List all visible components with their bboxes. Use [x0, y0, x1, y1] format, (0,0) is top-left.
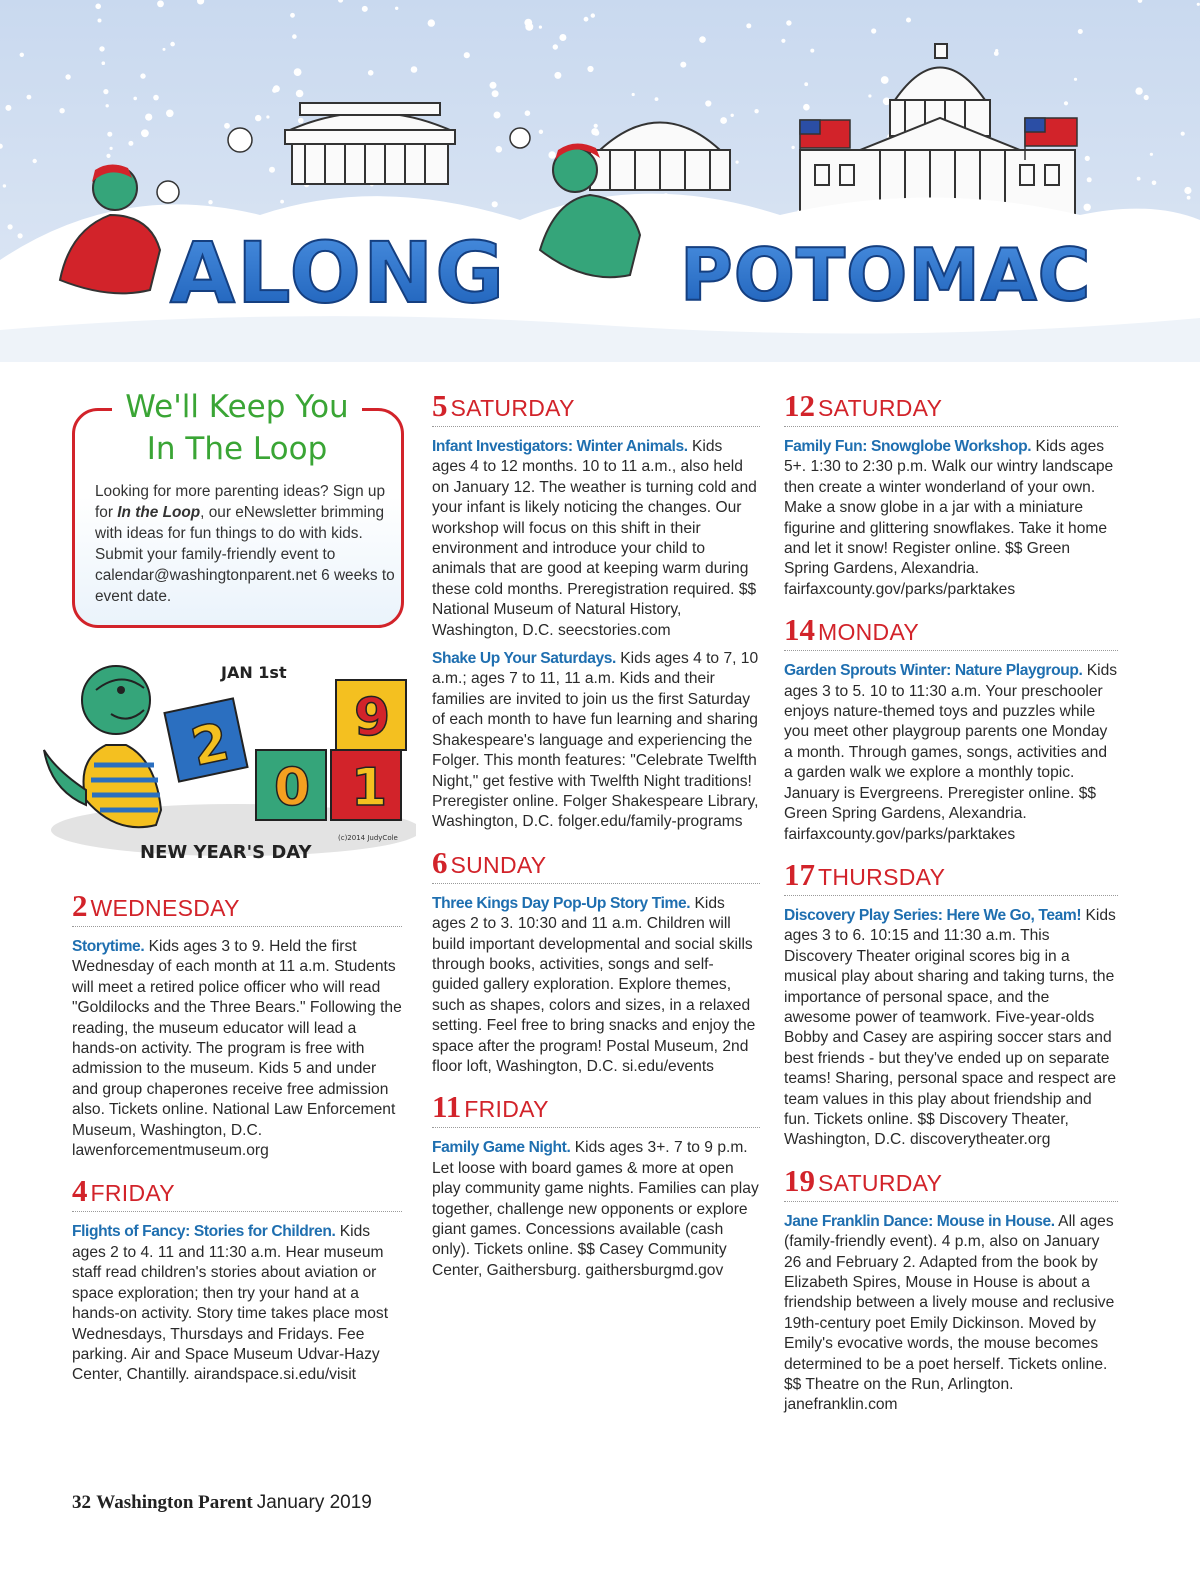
snowflake	[292, 34, 297, 39]
snowflake	[1144, 95, 1149, 100]
column-right	[784, 388, 1118, 1428]
block-digit-2: 2	[186, 712, 235, 779]
banner-title-right: POTOMAC	[680, 233, 1092, 317]
event-description: Kids ages 2 to 4. 11 and 11:30 a.m. Hear museum staff read children's stories about aviation or space exploration; then try your hand at a hands-on activity. Story time takes place most Wednesdays, Thursdays and Fridays. Fee parking. Air and Space Museum Udvar-Hazy Center, Chantilly. airandspace.si.edu/visit	[72, 1223, 389, 1384]
snowflake	[1135, 87, 1142, 94]
snowflake	[464, 52, 470, 58]
snowflake	[170, 42, 175, 47]
event-listing	[432, 649, 760, 833]
snowflake	[99, 46, 104, 51]
newsletter-title-line1: We'll Keep You	[125, 389, 349, 425]
snowflake	[736, 161, 739, 164]
day-section	[784, 388, 1118, 600]
day-heading	[72, 1173, 402, 1212]
snowflake	[791, 146, 794, 149]
snowflake	[106, 104, 109, 107]
day-number: 17	[784, 856, 815, 892]
banner-title-left: ALONG	[170, 224, 507, 322]
day-number: 14	[784, 612, 815, 648]
snowflake	[881, 76, 889, 84]
day-name: SATURDAY	[818, 395, 943, 421]
snowflake	[140, 73, 145, 78]
number-block	[331, 750, 401, 820]
day-section	[432, 845, 760, 1078]
snowflake	[362, 6, 368, 12]
newsletter-text-part1: Looking for more parenting ideas? Sign up for	[95, 483, 386, 521]
day-section	[72, 1173, 402, 1385]
event-title: Infant Investigators: Winter Animals.	[432, 438, 688, 455]
snowflake	[1137, 177, 1141, 181]
snowflake	[871, 28, 876, 33]
event-description: Kids ages 3 to 9. Held the first Wednesday of each month at 11 a.m. Students will meet a retired police officer who will read "Goldilocks and the Three Bears." Following the reading, the museum educator will lead a hands-on activity. The program is free with admission to the museum. Kids 5 and under and group chaperones receive free admission also. Tickets online. National Law Enforcement Museum, Washington, D.C. lawenforcementmuseum.org	[72, 938, 402, 1160]
snowflake	[298, 118, 304, 124]
day-heading	[784, 1163, 1118, 1202]
snowflake	[731, 114, 734, 117]
event-title: Flights of Fancy: Stories for Children.	[72, 1223, 336, 1241]
day-name: FRIDAY	[464, 1096, 549, 1123]
event-listing	[72, 937, 402, 1161]
snowflake	[224, 123, 230, 129]
snowflake	[33, 159, 37, 163]
day-heading	[432, 845, 760, 884]
snowflake	[680, 62, 686, 68]
event-title: Discovery Play Series: Here We Go, Team!	[784, 906, 1082, 924]
snowflake	[163, 48, 166, 51]
day-heading	[432, 1089, 760, 1128]
number-block	[336, 680, 406, 750]
event-listing	[432, 437, 760, 641]
snowflake	[269, 167, 275, 173]
event-title: Shake Up Your Saturdays.	[432, 650, 616, 668]
day-section	[784, 612, 1118, 845]
snowflake	[594, 130, 600, 136]
block-digit-1: 1	[351, 758, 388, 818]
day-name: FRIDAY	[90, 1180, 175, 1207]
snowflake	[705, 100, 711, 106]
memorial-building	[285, 103, 455, 184]
snowflake	[128, 141, 133, 146]
day-section	[432, 1089, 760, 1281]
snowflake	[554, 72, 561, 79]
snowflake	[1064, 101, 1068, 105]
snowflake	[754, 109, 758, 113]
event-title: Jane Franklin Dance: Mouse in House.	[784, 1212, 1055, 1230]
snowflake	[65, 74, 70, 79]
day-heading	[72, 888, 402, 927]
day-number: 5	[432, 388, 448, 423]
snowflake	[107, 132, 112, 137]
event-listing	[784, 1212, 1118, 1416]
snowflake	[490, 82, 497, 89]
day-section	[784, 857, 1118, 1151]
day-name: THURSDAY	[818, 863, 946, 890]
snowflake	[411, 66, 418, 73]
snowflake	[584, 17, 589, 22]
snowflake	[548, 151, 555, 158]
snowflake	[98, 19, 102, 23]
event-listing	[432, 894, 760, 1078]
snowflake	[492, 201, 498, 207]
snowflake	[594, 124, 598, 128]
snowflake	[720, 117, 727, 124]
snowflake	[655, 97, 659, 101]
snowflake	[20, 53, 24, 57]
column-middle	[432, 388, 760, 1293]
snowflake	[145, 114, 152, 121]
day-name: MONDAY	[818, 619, 920, 646]
snowflake	[539, 130, 543, 134]
snowflake	[632, 93, 635, 96]
event-description: Kids ages 5+. 1:30 to 2:30 p.m. Walk our wintry landscape then create a winter wonderland of your own. Make a snow globe in a jar with a miniature figurine and glittering snowflakes. Take it home and let it snow! Register online. $$ Green Spring Gardens, Alexandria. fairfaxcounty.gov/parks/parktakes	[784, 438, 1114, 598]
snowflake	[1197, 3, 1200, 6]
snowflake	[208, 200, 212, 204]
day-name: SATURDAY	[818, 1169, 943, 1196]
snowflake	[1181, 132, 1185, 136]
snowflake	[492, 90, 499, 97]
snowflake	[1184, 187, 1191, 194]
snowflake	[3, 184, 6, 187]
snowflake	[255, 115, 261, 121]
snowflake	[994, 51, 999, 56]
day-heading	[432, 388, 760, 427]
snowflake	[1074, 78, 1077, 81]
snowflake	[494, 112, 501, 119]
event-description: Kids ages 3+. 7 to 9 p.m. Let loose with board games & more at open play community game nights. Families can play together, challenge new opponents or explore giant games. Concessions available (cash only). Tickets online. $$ Casey Community Center, Gaithersburg. gaithersburgmd.gov	[432, 1139, 759, 1279]
event-description: All ages (family-friendly event). 4 p.m, also on January 26 and February 2. Adapted from the book by Elizabeth Spires, Mouse in House is about a friendship between a lively mouse and reclusive 19th-century poet Emily Dickinson. Moved by Emily's evocative words, the mouse becomes determined to be a poet herself. Tickets online. $$ Theatre on the Run, Arlington. janefranklin.com	[784, 1212, 1115, 1414]
snowflake	[110, 147, 113, 150]
snowflake	[428, 19, 435, 26]
snowflake	[591, 13, 595, 17]
day-heading	[784, 612, 1118, 651]
snowflake	[395, 7, 398, 10]
day-heading	[784, 857, 1118, 896]
day-name: WEDNESDAY	[90, 895, 240, 921]
day-name: SUNDAY	[450, 851, 547, 878]
block-digit-9: 9	[354, 688, 391, 748]
page-footer	[72, 1492, 372, 1514]
event-title: Storytime.	[72, 938, 145, 955]
snowflake	[699, 36, 706, 43]
block-digit-0: 0	[274, 758, 311, 818]
snowflake	[539, 26, 542, 29]
snowflake	[266, 115, 269, 118]
snowflake	[1078, 29, 1083, 34]
snowflake	[133, 97, 137, 101]
issue-date: January 2019	[256, 1492, 372, 1513]
snowflake	[525, 110, 531, 116]
snowflake	[157, 0, 164, 7]
snowflake	[368, 70, 374, 76]
header-banner	[0, 0, 1200, 362]
new-years-illustration	[36, 650, 416, 868]
snowflake	[290, 13, 295, 18]
event-description: Kids ages 2 to 3. 10:30 and 11 a.m. Children will build important developmental and social skills through books, activities, songs and self-guided gallery exploration. Explore themes, such as shapes, colors and sizes, in a relaxed setting. Feel free to bring snacks and enjoy the space after the program! Postal Museum, 2nd floor loft, Washington, D.C. si.edu/events	[432, 894, 756, 1075]
publication-name: Washington Parent	[96, 1492, 253, 1513]
day-number: 11	[432, 1089, 462, 1125]
day-section	[432, 388, 760, 833]
event-listing	[784, 437, 1118, 600]
snowflake	[1085, 156, 1090, 161]
event-title: Family Fun: Snowglobe Workshop.	[784, 438, 1032, 455]
event-title: Three Kings Day Pop-Up Story Time.	[432, 894, 691, 912]
day-heading	[784, 388, 1118, 427]
day-name: SATURDAY	[450, 395, 575, 421]
event-title: Family Game Night.	[432, 1139, 571, 1157]
snowflake	[786, 20, 791, 25]
page-number: 32	[72, 1492, 91, 1513]
number-block	[256, 750, 326, 820]
snowflake	[27, 95, 32, 100]
newsletter-title	[112, 386, 362, 470]
snowflake	[95, 4, 101, 10]
snowflake	[746, 23, 751, 28]
snowflake	[1152, 181, 1157, 186]
event-listing	[784, 906, 1118, 1151]
event-description: Kids ages 3 to 5. 10 to 11:30 a.m. Your preschooler enjoys nature-themed toys and puzzles while you meet other playgroup parents one Monday a month. Through games, songs, activities and a garden walk we explore a monthly topic. January is Evergreens. Preregister online. $$ Green Spring Gardens, Alexandria. fairfaxcounty.gov/parks/parktakes	[784, 662, 1118, 843]
snowflake	[868, 94, 871, 97]
snowflake	[1087, 177, 1092, 182]
snowflake	[59, 108, 64, 113]
day-number: 12	[784, 388, 815, 423]
day-number: 19	[784, 1162, 815, 1198]
day-number: 2	[72, 888, 88, 923]
newsletter-text	[95, 481, 395, 607]
illustration-copyright: (c)2014 JudyCole	[338, 834, 398, 842]
snowflake	[294, 68, 302, 76]
snowflake	[18, 233, 23, 238]
event-listing	[72, 1222, 402, 1385]
day-section	[784, 1163, 1118, 1416]
number-block	[164, 698, 247, 781]
snowflake	[1187, 196, 1191, 200]
snowflake	[587, 66, 593, 72]
snowflake	[166, 110, 174, 118]
snowflake	[103, 89, 108, 94]
snowflake	[272, 88, 277, 93]
snowflake	[153, 95, 159, 101]
day-number: 4	[72, 1173, 88, 1209]
snowflake	[141, 129, 149, 137]
snowflake	[906, 18, 911, 23]
newsletter-title-line2: In The Loop	[146, 431, 328, 467]
snowflake	[1084, 204, 1091, 211]
snowflake	[804, 82, 808, 86]
snowflake	[810, 49, 814, 53]
snowflake	[559, 34, 566, 41]
snowflake	[781, 39, 785, 43]
snowflake	[496, 146, 503, 153]
snowflake	[296, 90, 304, 98]
event-description: Kids ages 4 to 12 months. 10 to 11 a.m., also held on January 12. The weather is turning cold and your infant is likely noticing the changes. Our workshop will focus on this shift in their environment and introduce your child to animals that are good at keeping warm during these cold months. Preregistration required. $$ National Museum of Natural History, Washington, D.C. seecstories.com	[432, 438, 757, 639]
day-number: 6	[432, 844, 448, 880]
snowflake	[1150, 153, 1153, 156]
snowflake	[524, 19, 532, 27]
event-listing	[432, 1138, 760, 1281]
illustration-label-top: JAN 1st	[221, 663, 287, 682]
event-title: Garden Sprouts Winter: Nature Playgroup.	[784, 662, 1083, 680]
newsletter-text-part2: , our eNewsletter brimming with ideas for fun things to do with kids. Submit your family-friendly event to calendar@washingtonparent.net 6 weeks to event date.	[95, 504, 395, 605]
event-description: Kids ages 4 to 7, 10 a.m.; ages 7 to 11, 11 a.m. Kids and their families are invited to join us the first Saturday of each month to have fun learning and sharing Shakespeare's language and experiencing the Folger. This month features: "Celebrate Twelfth Night," get festive with Twelfth Night traditions! Preregister online. Folger Shakespeare Library, Washington, D.C. folger.edu/family-programs	[432, 650, 759, 831]
newsletter-name: In the Loop	[117, 504, 201, 521]
column-left	[72, 888, 402, 1398]
illustration-label-bottom: NEW YEAR'S DAY	[140, 842, 312, 863]
snowflake	[280, 200, 284, 204]
snowflake	[803, 104, 810, 111]
day-section	[72, 888, 402, 1161]
event-listing	[784, 661, 1118, 845]
snowflake	[8, 224, 13, 229]
snowflake	[102, 61, 106, 65]
snow-scene-illustration	[0, 0, 1200, 362]
snowflake	[5, 105, 11, 111]
snowflake	[553, 44, 558, 49]
snowflake	[106, 154, 110, 158]
event-description: Kids ages 3 to 6. 10:15 and 11:30 a.m. This Discovery Theater original scores big in a musical play about sharing and taking turns, the importance of personal space, and the awesome power of teamwork. Five-year-olds Bobby and Casey are aspiring soccer stars and best friends - but they've ended up on separate teams! Sharing, personal space and respect are team values in this play about friendship and fun. Tickets online. $$ Discovery Theater, Washington, D.C. discoverytheater.org	[784, 906, 1116, 1149]
